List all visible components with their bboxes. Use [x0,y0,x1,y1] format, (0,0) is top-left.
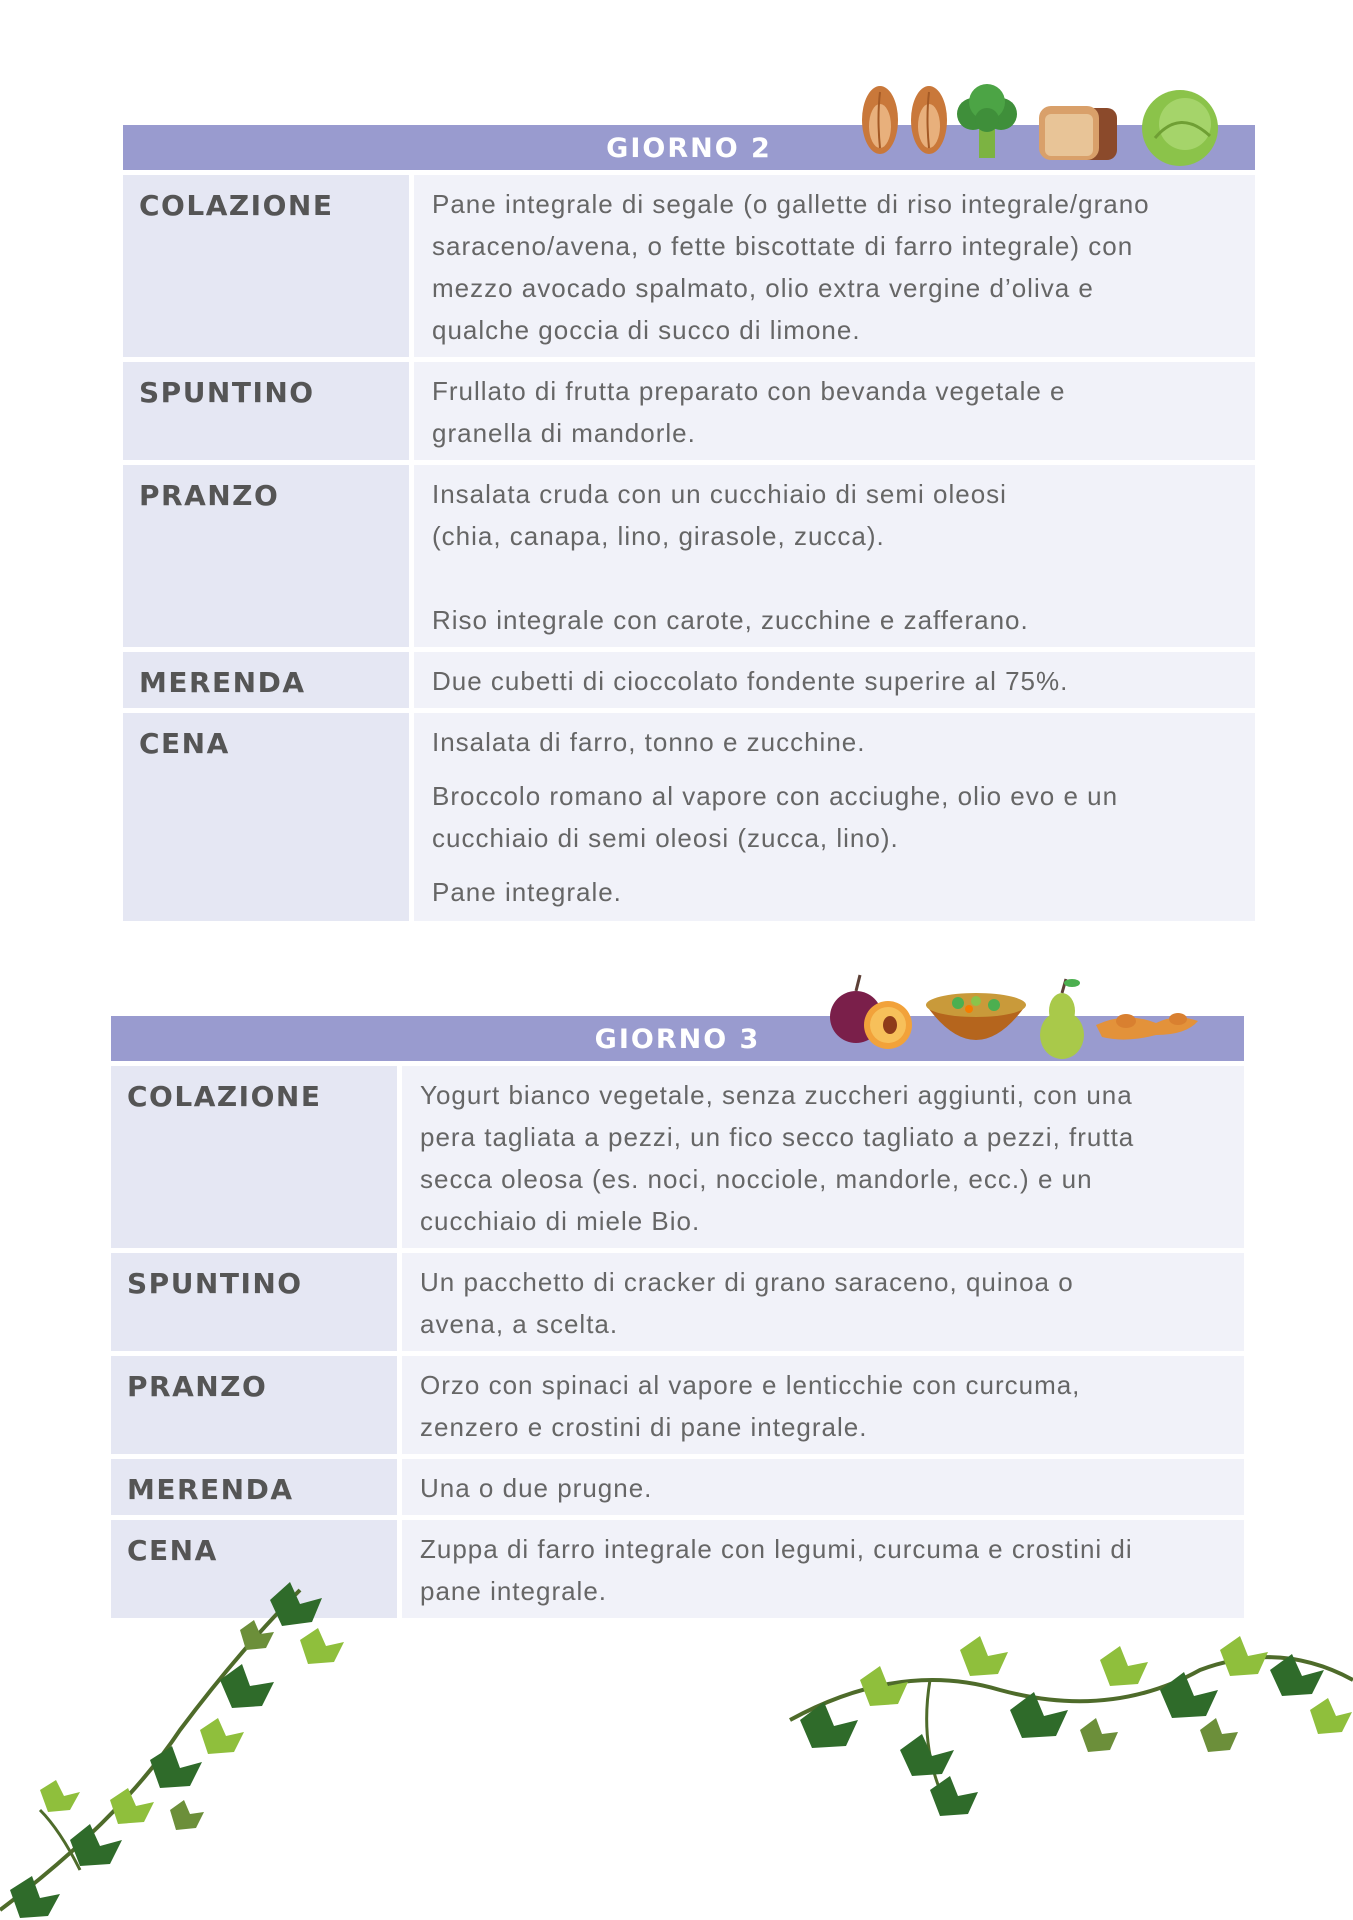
meal-description-text: Riso integrale con carote, zucchine e zafferano. [432,605,1029,635]
table-row [123,652,1255,708]
meal-description [402,1066,1244,1248]
broccoli-icon [957,84,1017,158]
meal-label: PRANZO [111,1356,397,1454]
meal-label: SPUNTINO [123,362,409,460]
bread-icon [1039,106,1117,160]
meal-description-text: Zuppa di farro integrale con legumi, curcuma e crostini di pane integrale. [420,1534,1133,1606]
meal-description-text: Broccolo romano al vapore con acciughe, olio evo e un cucchiaio di semi oleosi (zucca, lino). [432,781,1119,853]
meal-description [402,1253,1244,1351]
meal-description [414,465,1255,647]
day-3-header: GIORNO 3 [111,1016,1244,1061]
meal-description [414,362,1255,460]
day-2-header: GIORNO 2 [123,125,1255,170]
plum-icon [830,975,912,1049]
meal-description-text: Insalata cruda con un cucchiaio di semi oleosi (chia, canapa, lino, girasole, zucca). [432,479,1007,551]
meal-description [402,1356,1244,1454]
meal-description [402,1459,1244,1515]
meal-description [414,652,1255,708]
meal-description-text: Pane integrale di segale (o gallette di riso integrale/grano saraceno/avena, o fette biscottate di farro integrale) con mezzo avocado spalmato, olio extra vergine d’oliva e qualche goccia di succo di limone. [432,189,1150,345]
table-row [111,1253,1244,1351]
ginger-icon [1096,1013,1198,1040]
meal-label: COLAZIONE [123,175,409,357]
table-row [123,713,1255,921]
ivy-decoration-left [0,1570,400,1920]
almond-icon [911,86,947,154]
table-row [123,175,1255,357]
meal-label: CENA [123,713,409,921]
meal-description [414,713,1255,921]
meal-description-text: Frullato di frutta preparato con bevanda vegetale e granella di mandorle. [432,376,1066,448]
meal-description-text: Insalata di farro, tonno e zucchine. [432,727,866,757]
table-row [111,1356,1244,1454]
cabbage-icon [1142,90,1218,166]
meal-description [402,1520,1244,1618]
table-row [123,465,1255,647]
almond-icon [862,86,898,154]
meal-description [414,175,1255,357]
meal-description-text: Pane integrale. [432,877,622,907]
meal-description-text: Due cubetti di cioccolato fondente superire al 75%. [432,666,1069,696]
table-row [123,362,1255,460]
day-3-table [111,1016,1244,1618]
meal-label: PRANZO [123,465,409,647]
pear-icon [1040,979,1084,1059]
table-row [111,1066,1244,1248]
ivy-decoration-right [780,1620,1353,1840]
meal-label: MERENDA [123,652,409,708]
meal-description-text: Un pacchetto di cracker di grano saraceno, quinoa o avena, a scelta. [420,1267,1074,1339]
day-2-food-illustrations [855,78,1225,168]
meal-label: CENA [111,1520,397,1618]
meal-label: SPUNTINO [111,1253,397,1351]
meal-description-text: Una o due prugne. [420,1473,653,1503]
meal-description-text: Orzo con spinaci al vapore e lenticchie con curcuma, zenzero e crostini di pane integrale. [420,1370,1081,1442]
soup-bowl-icon [926,993,1026,1040]
day-2-table [123,125,1255,921]
meal-label: COLAZIONE [111,1066,397,1248]
table-row [111,1459,1244,1515]
day-3-food-illustrations [826,965,1226,1065]
meal-description-text: Yogurt bianco vegetale, senza zuccheri aggiunti, con una pera tagliata a pezzi, un fico secco tagliato a pezzi, frutta secca oleosa (es. noci, nocciole, mandorle, ecc.) e un cucchiaio di miele Bio. [420,1080,1135,1236]
meal-label: MERENDA [111,1459,397,1515]
